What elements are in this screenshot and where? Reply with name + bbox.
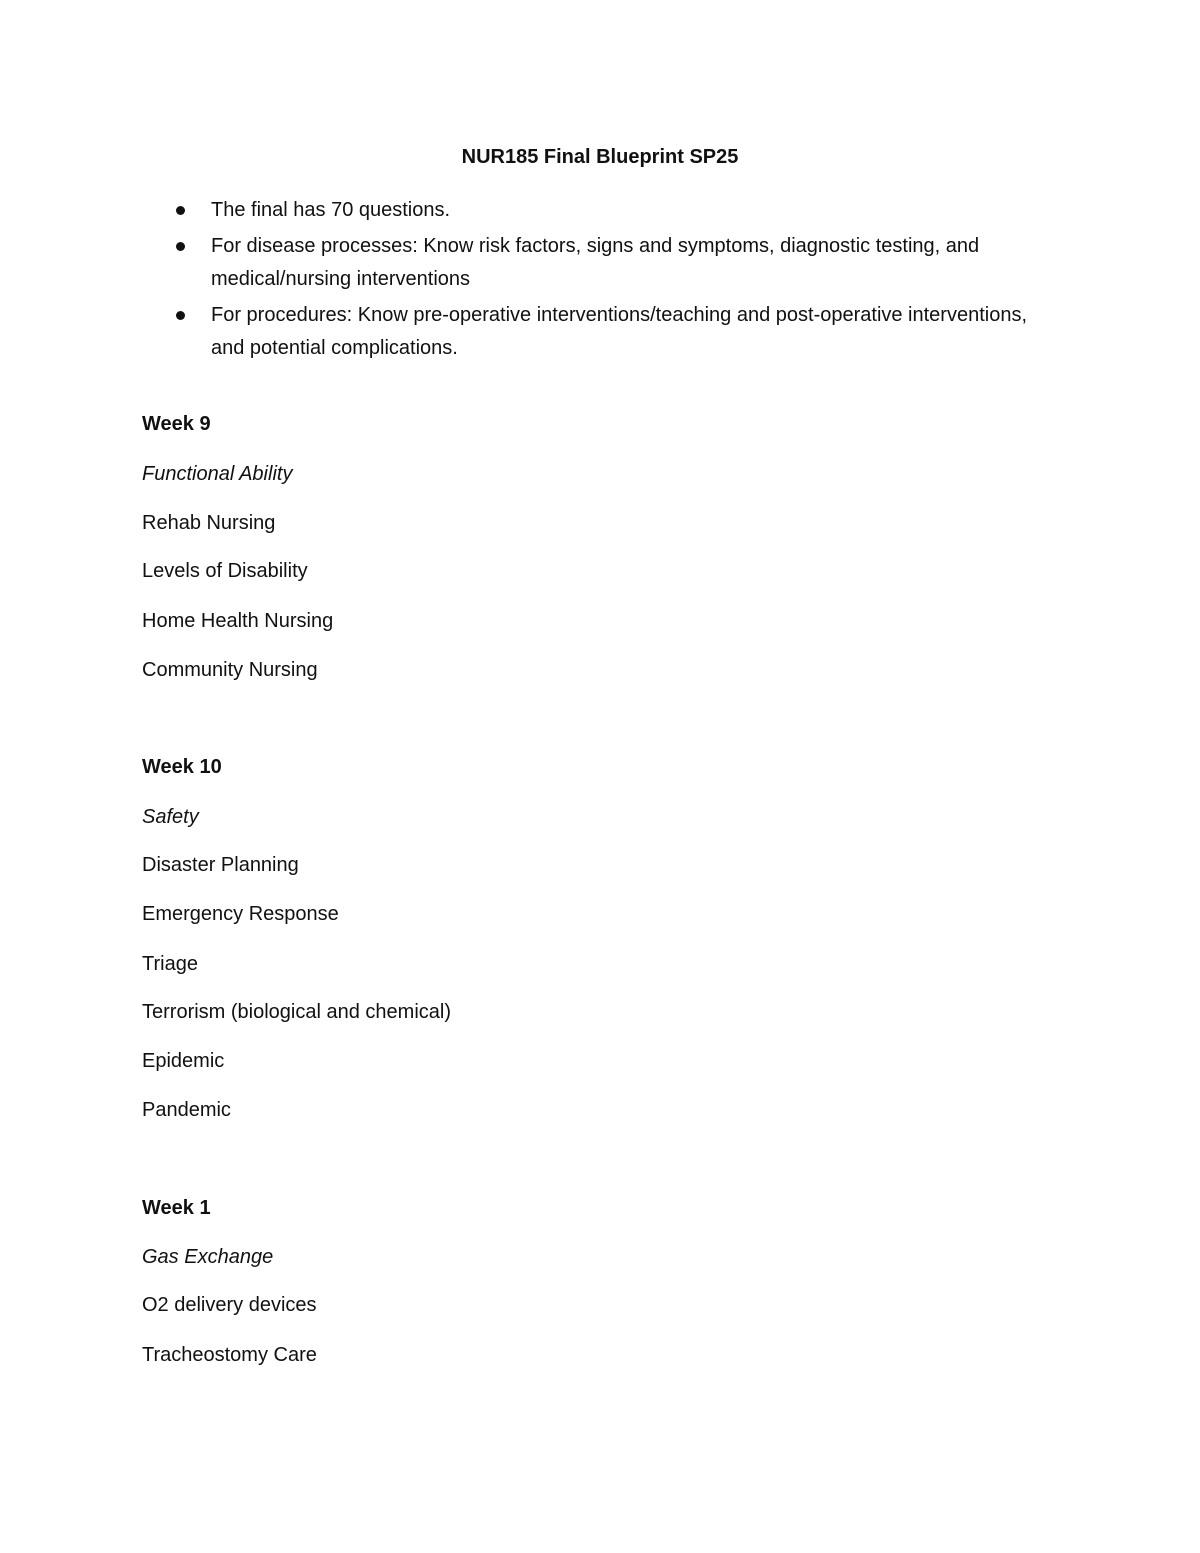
list-item-text: For disease processes: Know risk factors, signs and symptoms, diagnostic testing, and medical/nursing interventions — [211, 235, 980, 290]
week-1-concept: Gas Exchange — [142, 1246, 274, 1268]
week-10-topic: Epidemic — [142, 1050, 225, 1072]
week-1-heading: Week 1 — [142, 1197, 211, 1219]
instructions-list — [211, 194, 1061, 368]
bullet-icon — [176, 242, 185, 251]
week-9-concept: Functional Ability — [142, 463, 293, 485]
bullet-icon — [176, 206, 185, 215]
week-9-topic: Levels of Disability — [142, 560, 308, 582]
list-item-text: For procedures: Know pre-operative interventions/teaching and post-operative interventions, and potential complications. — [211, 304, 1028, 359]
list-item — [211, 299, 1061, 365]
week-10-topic: Terrorism (biological and chemical) — [142, 1001, 451, 1023]
week-1-topic: Tracheostomy Care — [142, 1344, 317, 1366]
week-10-topic: Pandemic — [142, 1099, 231, 1121]
week-10-heading: Week 10 — [142, 756, 222, 778]
week-9-topic: Rehab Nursing — [142, 512, 276, 534]
week-9-topic: Home Health Nursing — [142, 610, 334, 632]
week-10-topic: Triage — [142, 953, 198, 975]
week-10-topic: Emergency Response — [142, 903, 339, 925]
week-10-topic: Disaster Planning — [142, 854, 299, 876]
week-1-topic: O2 delivery devices — [142, 1294, 317, 1316]
list-item — [211, 194, 1061, 227]
week-9-topic: Community Nursing — [142, 659, 318, 681]
week-9-heading: Week 9 — [142, 413, 211, 435]
bullet-icon — [176, 311, 185, 320]
week-10-concept: Safety — [142, 806, 199, 828]
list-item-text: The final has 70 questions. — [211, 199, 451, 221]
list-item — [211, 230, 1061, 296]
page-title: NUR185 Final Blueprint SP25 — [461, 146, 739, 168]
